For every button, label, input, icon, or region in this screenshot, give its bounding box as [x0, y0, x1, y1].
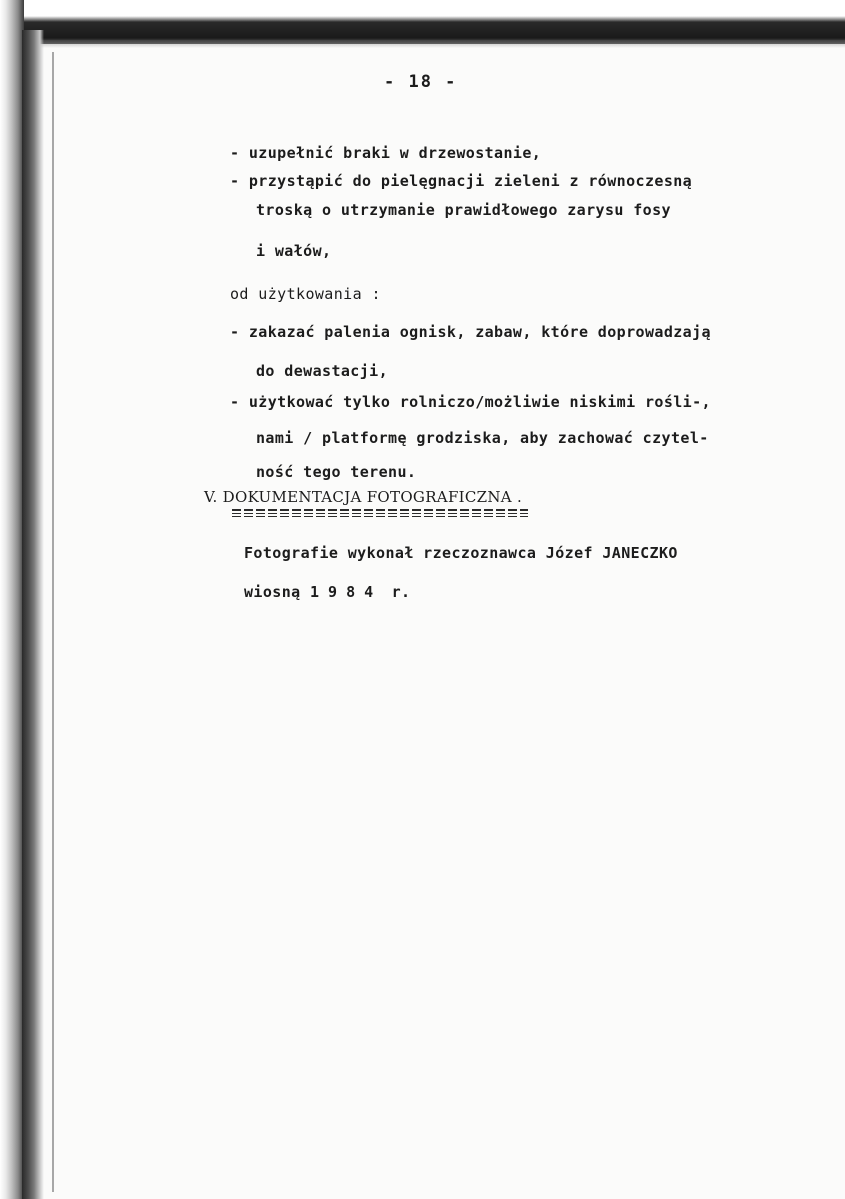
list-item-2-cont-2: i wałów,: [256, 242, 332, 260]
scan-binding-line: [52, 52, 54, 1192]
subheading-usage: od użytkowania :: [230, 285, 381, 303]
scan-top-edge: [0, 0, 845, 44]
list-item-3: - zakazać palenia ognisk, zabaw, które doprowadzają: [230, 323, 711, 341]
section-heading: V. DOKUMENTACJA FOTOGRAFICZNA .: [204, 488, 523, 506]
scan-top-shadow: [0, 40, 845, 48]
photo-date-year: 1984: [310, 583, 383, 601]
list-item-2: - przystąpić do pielęgnacji zieleni z równoczesną: [230, 172, 693, 190]
list-item-3-cont: do dewastacji,: [256, 362, 389, 380]
photo-author-line: Fotografie wykonał rzeczoznawca Józef JANECZKO: [244, 544, 678, 562]
page-number: - 18 -: [384, 72, 458, 92]
list-item-4: - użytkować tylko rolniczo/możliwie niskimi rośli-,: [230, 393, 711, 411]
section-heading-underline: [232, 509, 528, 517]
photo-date-prefix: wiosną: [244, 583, 301, 601]
scan-left-edge: [0, 0, 24, 1199]
photo-date-line: [244, 583, 410, 601]
scan-left-shadow: [22, 30, 44, 1199]
photo-date-suffix: r.: [391, 583, 411, 601]
list-item-4-cont-1: nami / platformę grodziska, aby zachować czytel-: [256, 429, 709, 447]
list-item-2-cont-1: troską o utrzymanie prawidłowego zarysu fosy: [256, 201, 671, 219]
list-item-1: - uzupełnić braki w drzewostanie,: [230, 144, 542, 162]
list-item-4-cont-2: ność tego terenu.: [256, 463, 417, 481]
